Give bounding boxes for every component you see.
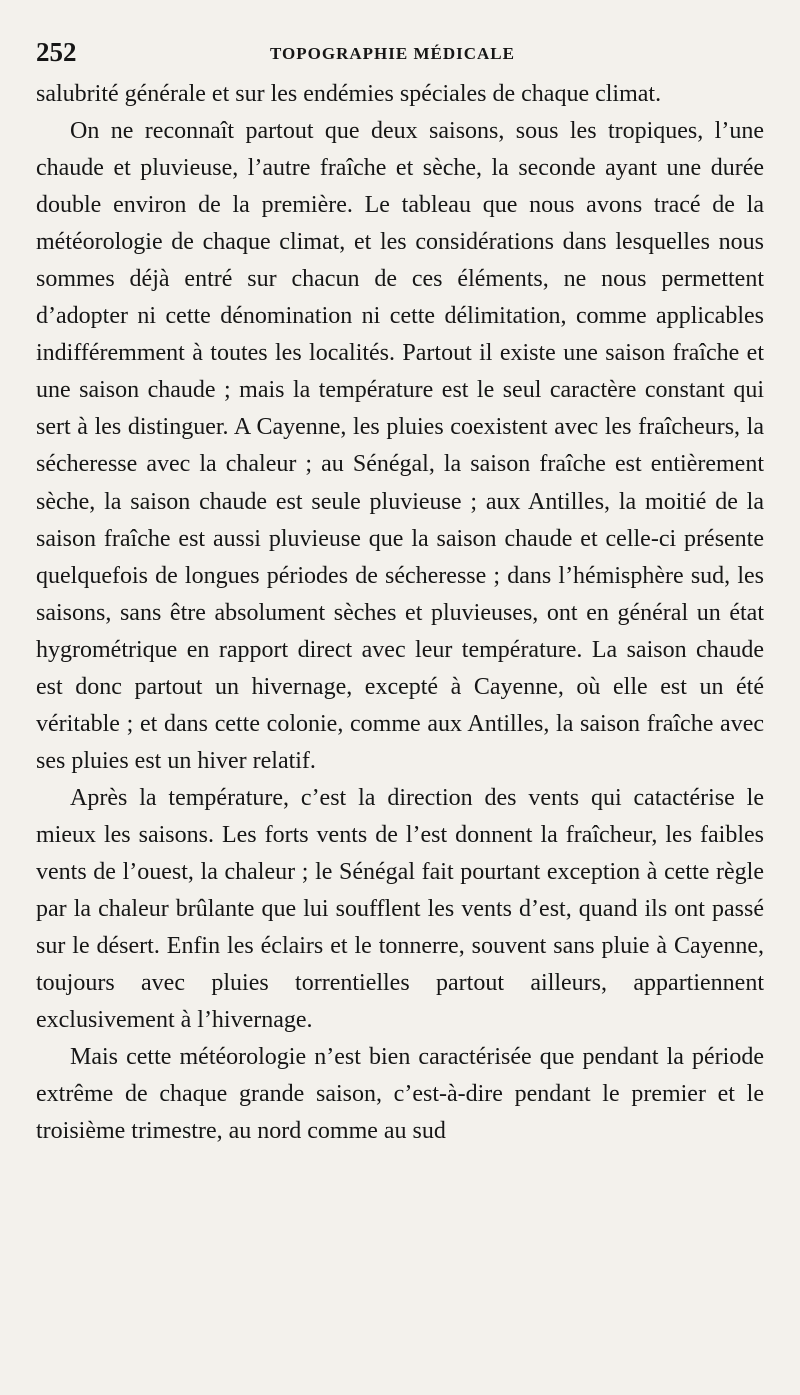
paragraph-seasons: On ne reconnaît partout que deux saisons, sous les tropiques, l’une chaude et pluvieuse, l’autre fraîche et sèche, la seconde ayant une durée double environ de la première. Le tableau que nous avons tracé de la météorologie de chaque climat, et les considérations dans lesquelles nous sommes déjà entré sur chacun de ces éléments, ne nous permettent d’adopter ni cette dénomination ni cette délimitation, comme applicables indifféremment à toutes les localités. Partout il existe une saison fraîche et une saison chaude ; mais la température est le seul caractère constant qui sert à les distinguer. A Cayenne, les pluies coexistent avec les fraîcheurs, la sécheresse avec la chaleur ; au Sénégal, la saison fraîche est entièrement sèche, la saison chaude est seule pluvieuse ; aux Antilles, la moitié de la saison fraîche est aussi pluvieuse que la saison chaude et celle-ci présente quelquefois de longues périodes de sécheresse ; dans l’hémisphère sud, les saisons, sans être absolument sèches et pluvieuses, ont en général un état hygrométrique en rapport direct avec leur température. La saison chaude est donc partout un hivernage, excepté à Cayenne, où elle est un été véritable ; et dans cette colonie, comme aux Antilles, la saison fraîche avec ses pluies est un hiver relatif. — [36, 118, 764, 774]
paragraph-continuation: salubrité générale et sur les endémies spéciales de chaque climat. — [36, 81, 662, 107]
page-header — [36, 34, 764, 70]
page-number: 252 — [36, 37, 77, 67]
paragraph-winds: Après la température, c’est la direction des vents qui catactérise le mieux les saisons. Les forts vents de l’est donnent la fraîcheur, les faibles vents de l’ouest, la chaleur ; le Sénégal fait pourtant exception à cette règle par la chaleur brûlante que lui soufflent les vents d’est, quand ils ont passé sur le désert. Enfin les éclairs et le tonnerre, souvent sans pluie à Cayenne, toujours avec pluies torrentielles partout ailleurs, appartiennent exclusivement à l’hivernage. — [36, 784, 764, 1034]
body-text — [36, 76, 764, 1150]
running-head: TOPOGRAPHIE MÉDICALE — [270, 44, 515, 63]
paragraph-meteorology: Mais cette météorologie n’est bien caractérisée que pendant la période extrême de chaque grande saison, c’est-à-dire pendant le premier et le troisième trimestre, au nord comme au sud — [36, 1044, 764, 1145]
